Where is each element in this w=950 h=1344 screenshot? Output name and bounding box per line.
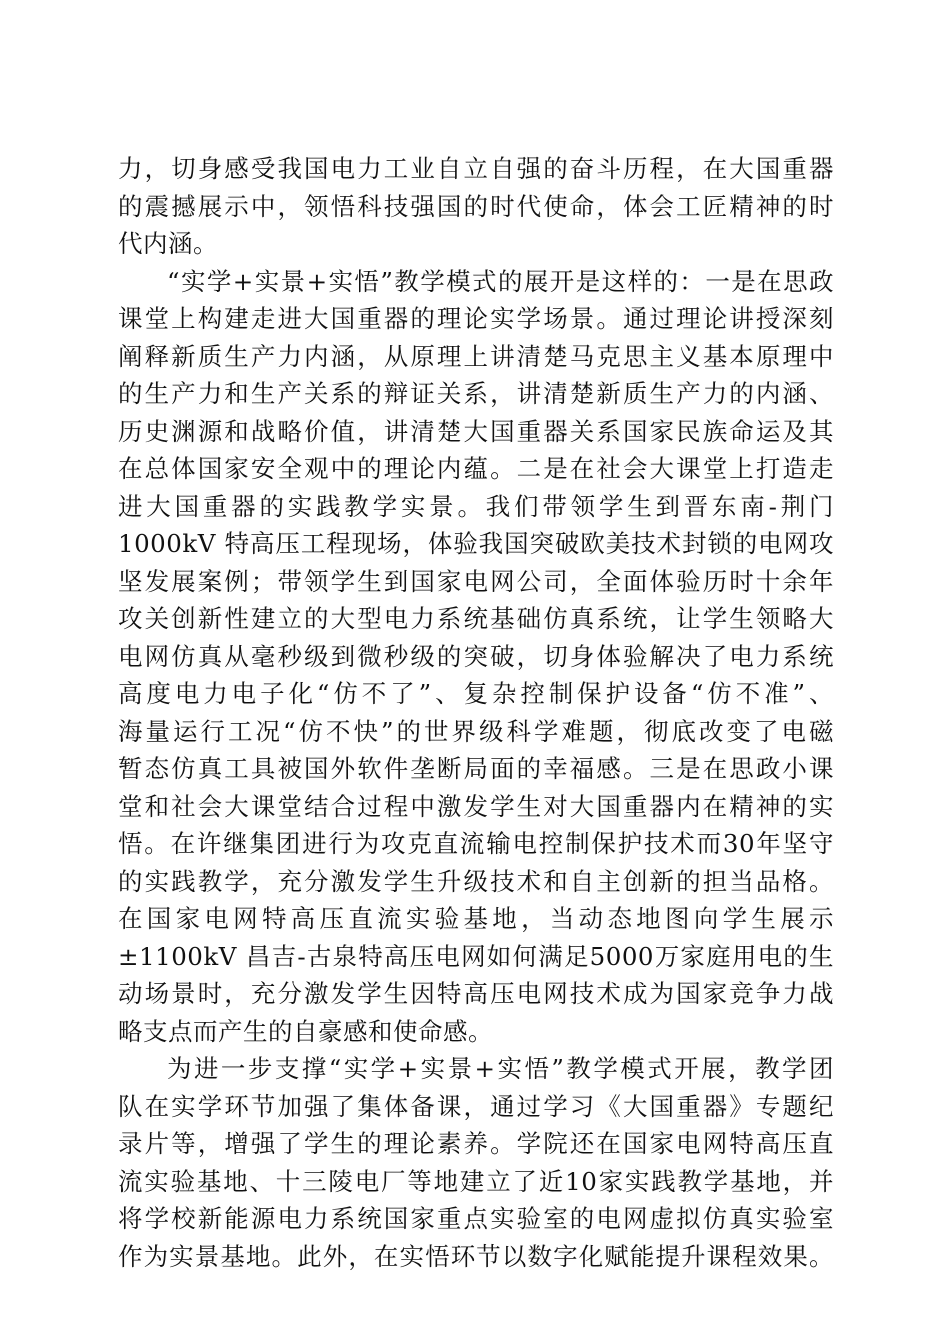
text-line: 高度电力电子化“仿不了”、复杂控制保护设备“仿不准”、 (118, 679, 834, 708)
text-line: 流实验基地、十三陵电厂等地建立了近10家实践教学基地，并 (118, 1166, 834, 1196)
paragraph-2 (118, 263, 834, 1051)
text-line: “实学+实景+实悟”教学模式的展开是这样的：一是在思政 (167, 266, 834, 296)
text-line: 的实践教学，充分激发学生升级技术和自主创新的担当品格。 (118, 866, 834, 896)
text-line: 攻关创新性建立的大型电力系统基础仿真系统，让学生领略大 (118, 604, 834, 633)
text-line: 录片等，增强了学生的理论素养。学院还在国家电网特高压直 (118, 1129, 834, 1158)
text-line: 作为实景基地。此外，在实悟环节以数字化赋能提升课程效果。 (118, 1241, 834, 1271)
text-line: 在国家电网特高压直流实验基地，当动态地图向学生展示 (118, 904, 834, 933)
text-line: 代内涵。 (118, 229, 218, 258)
text-line: 课堂上构建走进大国重器的理论实学场景。通过理论讲授深刻 (118, 304, 834, 333)
paragraph-3 (118, 1050, 834, 1275)
text-line: 为进一步支撑“实学+实景+实悟”教学模式开展，教学团 (167, 1054, 834, 1083)
document-body (118, 150, 834, 1275)
text-line: 坚发展案例；带领学生到国家电网公司，全面体验历时十余年 (118, 566, 834, 596)
text-line: 动场景时，充分激发学生因特高压电网技术成为国家竞争力战 (118, 979, 834, 1008)
text-line: 在总体国家安全观中的理论内蕴。二是在社会大课堂上打造走 (118, 454, 834, 483)
text-line: 海量运行工况“仿不快”的世界级科学难题，彻底改变了电磁 (118, 716, 834, 746)
text-line: 将学校新能源电力系统国家重点实验室的电网虚拟仿真实验室 (118, 1204, 834, 1233)
text-line: 1000kV 特高压工程现场，体验我国突破欧美技术封锁的电网攻 (118, 529, 834, 558)
text-line: 力，切身感受我国电力工业自立自强的奋斗历程，在大国重器 (118, 154, 834, 183)
text-line: 历史渊源和战略价值，讲清楚大国重器关系国家民族命运及其 (118, 416, 834, 446)
text-line: 的震撼展示中，领悟科技强国的时代使命，体会工匠精神的时 (118, 191, 834, 221)
text-line: 进大国重器的实践教学实景。我们带领学生到晋东南-荆门 (118, 491, 834, 521)
text-line: 的生产力和生产关系的辩证关系，讲清楚新质生产力的内涵、 (118, 379, 834, 408)
text-line: 略支点而产生的自豪感和使命感。 (118, 1016, 493, 1046)
text-line: ±1100kV 昌吉-古泉特高压电网如何满足5000万家庭用电的生 (118, 941, 834, 971)
paragraph-1 (118, 150, 834, 263)
text-line: 悟。在许继集团进行为攻克直流输电控制保护技术而30年坚守 (118, 829, 834, 858)
text-line: 堂和社会大课堂结合过程中激发学生对大国重器内在精神的实 (118, 791, 834, 821)
text-line: 阐释新质生产力内涵，从原理上讲清楚马克思主义基本原理中 (118, 341, 834, 371)
text-line: 队在实学环节加强了集体备课，通过学习《大国重器》专题纪 (118, 1091, 834, 1121)
text-line: 电网仿真从毫秒级到微秒级的突破，切身体验解决了电力系统 (118, 641, 834, 671)
text-line: 暂态仿真工具被国外软件垄断局面的幸福感。三是在思政小课 (118, 754, 834, 783)
